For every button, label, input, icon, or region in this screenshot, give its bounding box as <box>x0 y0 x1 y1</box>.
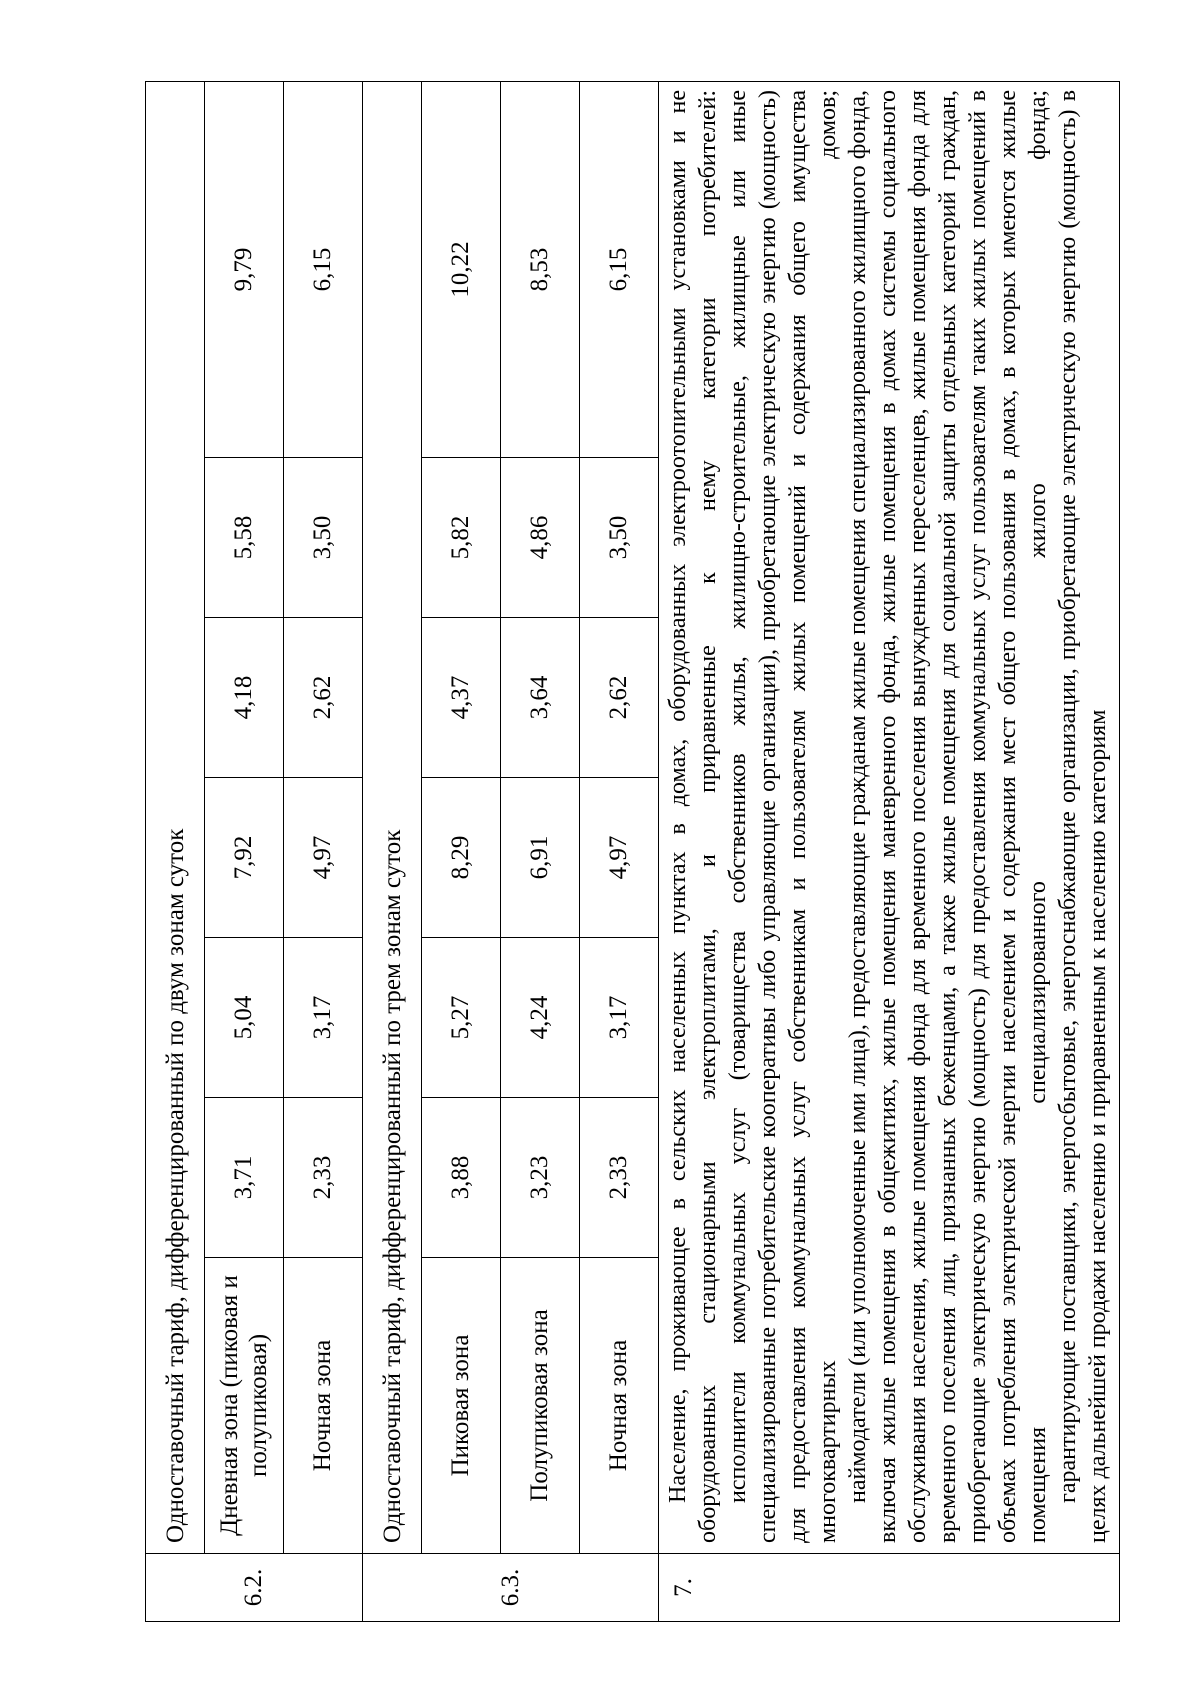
zone-label: Дневная зона (пиковая и полупиковая) <box>205 1258 284 1554</box>
tariff-value: 4,24 <box>501 938 580 1098</box>
tariff-value: 8,53 <box>501 81 580 457</box>
rotated-table-canvas <box>145 82 1111 1622</box>
row-number-6-3: 6.3. <box>363 1554 659 1622</box>
tariff-value: 10,22 <box>422 81 501 457</box>
tariff-value: 6,91 <box>501 778 580 938</box>
tariff-value: 3,88 <box>422 1098 501 1258</box>
tariff-value: 2,62 <box>580 618 659 778</box>
tariff-value: 5,82 <box>422 458 501 618</box>
zone-label: Ночная зона <box>284 1258 363 1554</box>
tariff-value: 3,17 <box>284 938 363 1098</box>
table-row-7 <box>659 81 1120 1621</box>
tariff-value: 6,15 <box>580 81 659 457</box>
tariff-value: 3,17 <box>580 938 659 1098</box>
zone-label: Ночная зона <box>580 1258 659 1554</box>
paragraph: гарантирующие поставщики, энергосбытовые, энергоснабжающие организации, приобретающие электрическую энергию (мощность) в целях дальнейшей продажи населению и приравненным к населению категориям <box>1055 89 1111 1543</box>
table-row-6-2-header <box>146 81 205 1621</box>
row-number-7: 7. <box>659 1554 1120 1622</box>
tariff-value: 3,64 <box>501 618 580 778</box>
table-row-6-3-header <box>363 81 422 1621</box>
tariff-value: 4,86 <box>501 458 580 618</box>
table-row <box>205 81 284 1621</box>
tariff-value: 3,23 <box>501 1098 580 1258</box>
tariff-value: 2,62 <box>284 618 363 778</box>
tariff-value: 4,97 <box>580 778 659 938</box>
tariff-value: 2,33 <box>284 1098 363 1258</box>
tariff-value: 7,92 <box>205 778 284 938</box>
tariff-value: 8,29 <box>422 778 501 938</box>
row-number-6-2: 6.2. <box>146 1554 363 1622</box>
tariff-value: 9,79 <box>205 81 284 457</box>
row-title-6-2: Одноставочный тариф, дифференцированный по двум зонам суток <box>146 81 205 1553</box>
table-row <box>422 81 501 1621</box>
document-page <box>145 82 1111 1622</box>
zone-label: Полупиковая зона <box>501 1258 580 1554</box>
table-row <box>284 81 363 1621</box>
tariff-value: 5,04 <box>205 938 284 1098</box>
tariff-value: 4,97 <box>284 778 363 938</box>
tariff-table <box>145 81 1120 1622</box>
tariff-value: 5,58 <box>205 458 284 618</box>
tariff-value: 3,50 <box>284 458 363 618</box>
table-row <box>580 81 659 1621</box>
paragraph: наймодатели (или уполномоченные ими лица), предоставляющие гражданам жилые помещения специализированного жилищного фонда, включая жилые помещения в общежитиях, жилые помещения маневренного фонда, жилые помещения в домах системы социального обслуживания населения, жилые помещения фонда для временного поселения вынужденных переселенцев, жилые помещения фонда для временного поселения лиц, признанных беженцами, а также жилые помещения для социальной защиты отдельных категорий граждан, приобретающие электрическую энергию (мощность) для предоставления коммунальных услуг пользователям таких жилых помещений в объемах потребления электрической энергии населением и содержания мест общего пользования в домах, в которых имеются жилые помещения специализированного жилого фонда; <box>845 89 1051 1543</box>
zone-label: Пиковая зона <box>422 1258 501 1554</box>
tariff-value: 4,37 <box>422 618 501 778</box>
tariff-value: 6,15 <box>284 81 363 457</box>
table-row <box>501 81 580 1621</box>
row-title-6-3: Одноставочный тариф, дифференцированный по трем зонам суток <box>363 81 422 1553</box>
paragraph: исполнители коммунальных услуг (товарищества собственников жилья, жилищно-строительные, жилищные или иные специализированные потребительские кооперативы либо управляющие организации), приобретающие электрическую энергию (мощность) для предоставления коммунальных услуг собственникам и пользователям жилых помещений и содержания общего имущества многоквартирных домов; <box>725 89 841 1543</box>
tariff-value: 5,27 <box>422 938 501 1098</box>
tariff-value: 3,71 <box>205 1098 284 1258</box>
tariff-value: 4,18 <box>205 618 284 778</box>
row-7-description <box>659 81 1120 1553</box>
tariff-value: 3,50 <box>580 458 659 618</box>
paragraph: Население, проживающее в сельских населенных пунктах в домах, оборудованных электроотопительными установками и не оборудованных стационарными электроплитами, и приравненные к нему категории потребителей: <box>665 89 721 1543</box>
tariff-value: 2,33 <box>580 1098 659 1258</box>
